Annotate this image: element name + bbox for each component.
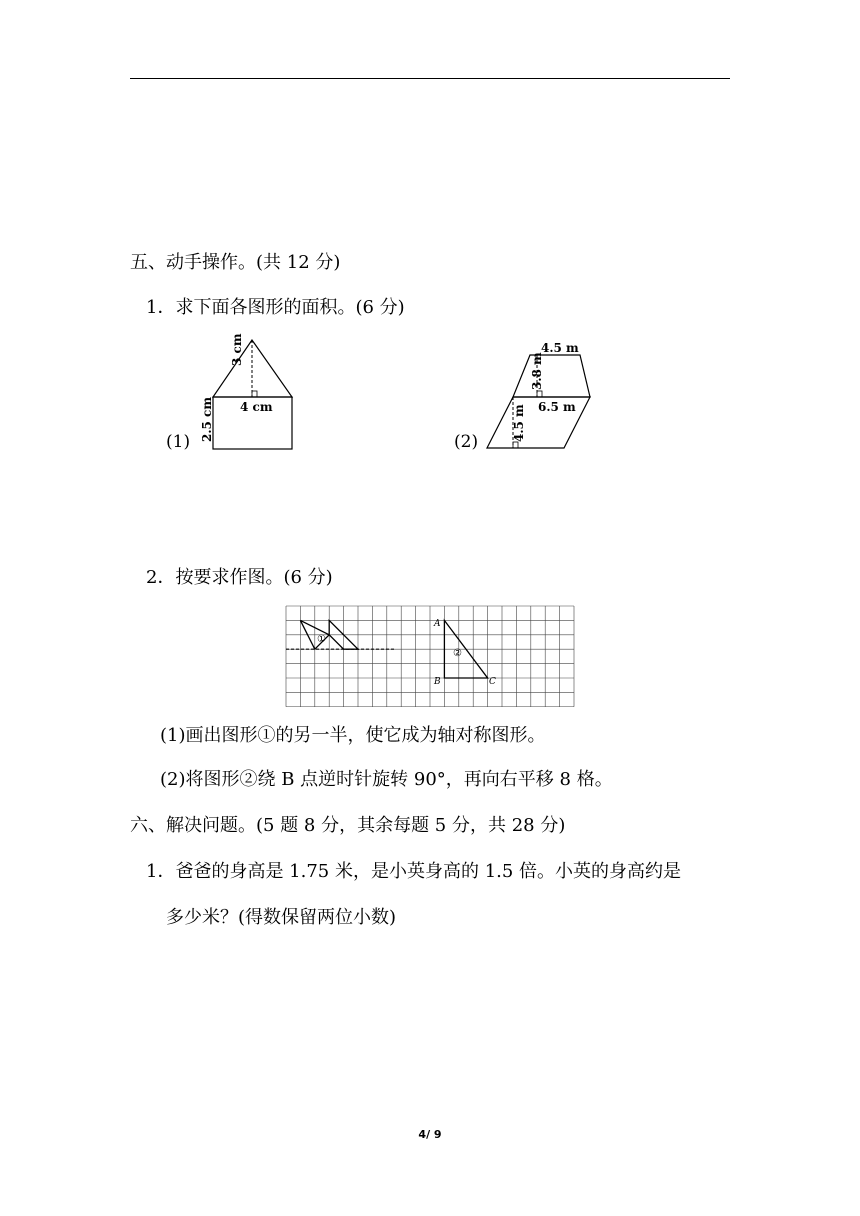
fig2-mid-label: 6.5 m: [538, 400, 576, 414]
fig1-side-label: 2.5 cm: [200, 396, 214, 442]
page-number: 4/ 9: [418, 1128, 442, 1141]
q1-text: 1．求下面各图形的面积。(6 分): [146, 297, 405, 318]
fig2-top-label: 4.5 m: [541, 341, 579, 355]
s6-q1-line1: 1．爸爸的身高是 1.75 米，是小英身高的 1.5 倍。小英的身高约是: [146, 861, 682, 882]
header-rule: [130, 78, 730, 79]
shape-1-label: ①: [317, 634, 326, 645]
fig2-height-top-label: 3.8 m: [530, 352, 544, 390]
section5-title: 五、动手操作。(共 12 分): [130, 252, 341, 273]
s6-q1-line2: 多少米？(得数保留两位小数): [166, 907, 397, 928]
shape-2-label: ②: [453, 648, 462, 659]
point-a-label: A: [434, 619, 441, 629]
point-c-label: C: [489, 677, 496, 687]
q2-sub2: (2)将图形②绕 B 点逆时针旋转 90°，再向右平移 8 格。: [160, 769, 613, 790]
fig2-label: (2): [454, 432, 479, 452]
section6-title: 六、解决问题。(5 题 8 分，其余每题 5 分，共 28 分): [130, 815, 566, 836]
fig1-height-label: 3 cm: [230, 333, 244, 366]
q2-sub1: (1)画出图形①的另一半，使它成为轴对称图形。: [160, 725, 546, 746]
q2-text: 2．按要求作图。(6 分): [146, 567, 333, 588]
fig1-base-label: 4 cm: [240, 400, 273, 414]
point-b-label: B: [434, 677, 441, 687]
fig1-label: (1): [166, 432, 191, 452]
fig2-height-bottom-label: 4.5 m: [512, 404, 526, 442]
drawing-grid: [285, 605, 577, 707]
